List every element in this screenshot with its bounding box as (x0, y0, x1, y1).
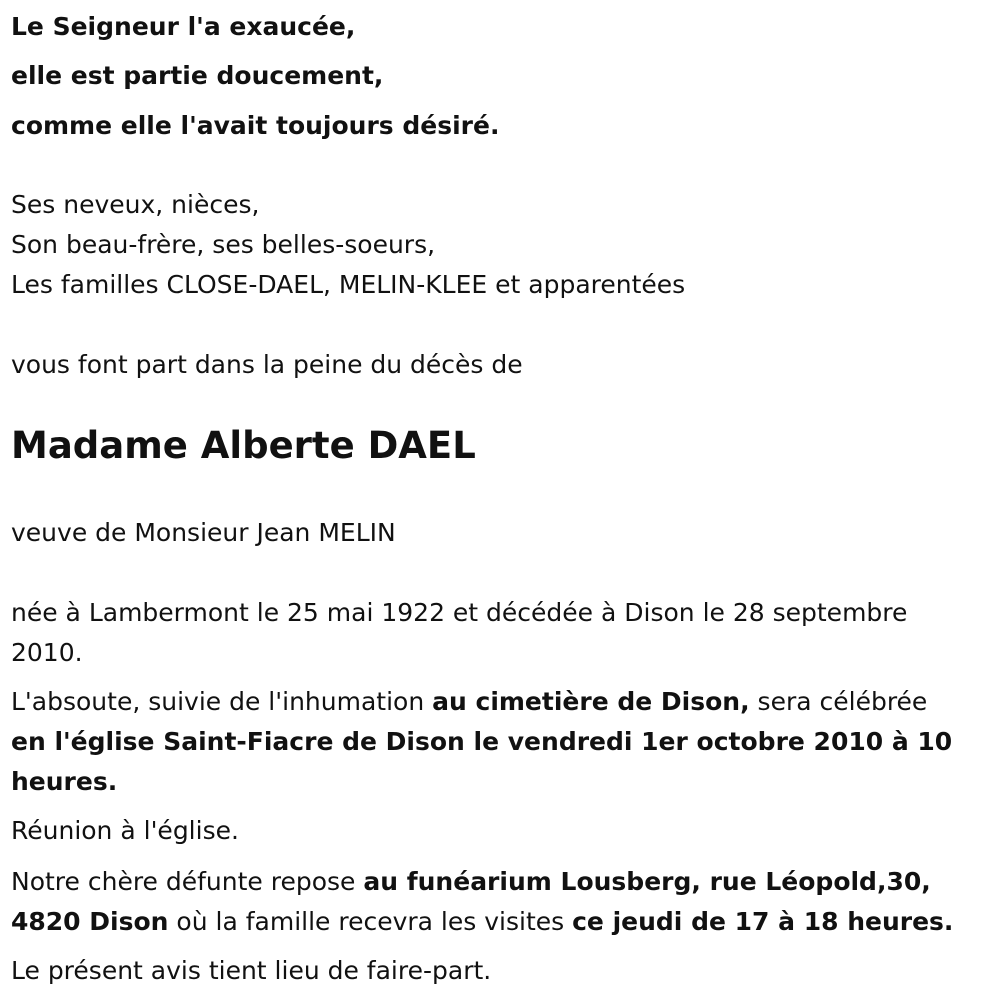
ceremony-line-1 (11, 687, 927, 717)
deceased-name: Madame Alberte DAEL (11, 424, 476, 467)
verse-line-2: elle est partie doucement, (11, 61, 384, 90)
announcement-text: vous font part dans la peine du décès de (11, 350, 523, 379)
repose-text-2: où la famille recevra les visites (168, 907, 573, 936)
visiting-hours: ce jeudi de 17 à 18 heures. (572, 907, 954, 936)
family-line-3: Les familles CLOSE-DAEL, MELIN-KLEE et apparentées (11, 270, 686, 299)
repose-line-1 (11, 867, 931, 897)
reunion-text: Réunion à l'église. (11, 816, 239, 845)
ceremony-text-2: sera célébrée (749, 687, 928, 716)
notice-text: Le présent avis tient lieu de faire-part. (11, 956, 492, 985)
ceremony-text-1: L'absoute, suivie de l'inhumation (11, 687, 433, 716)
ceremony-line-2: en l'église Saint-Fiacre de Dison le vendredi 1er octobre 2010 à 10 (11, 727, 953, 756)
birth-death-line-1: née à Lambermont le 25 mai 1922 et décédée à Dison le 28 septembre (11, 598, 908, 627)
repose-line-2 (11, 907, 953, 937)
verse-line-3: comme elle l'avait toujours désiré. (11, 111, 500, 140)
repose-text-1: Notre chère défunte repose (11, 867, 364, 896)
family-line-2: Son beau-frère, ses belles-soeurs, (11, 230, 436, 259)
postal-city: 4820 Dison (11, 907, 169, 936)
widow-of-text: veuve de Monsieur Jean MELIN (11, 518, 396, 547)
family-line-1: Ses neveux, nièces, (11, 190, 260, 219)
ceremony-line-3: heures. (11, 767, 118, 796)
verse-line-1: Le Seigneur l'a exaucée, (11, 12, 356, 41)
funeral-home-address: au funéarium Lousberg, rue Léopold,30, (363, 867, 931, 896)
birth-death-line-2: 2010. (11, 638, 83, 667)
cemetery-location: au cimetière de Dison, (432, 687, 750, 716)
